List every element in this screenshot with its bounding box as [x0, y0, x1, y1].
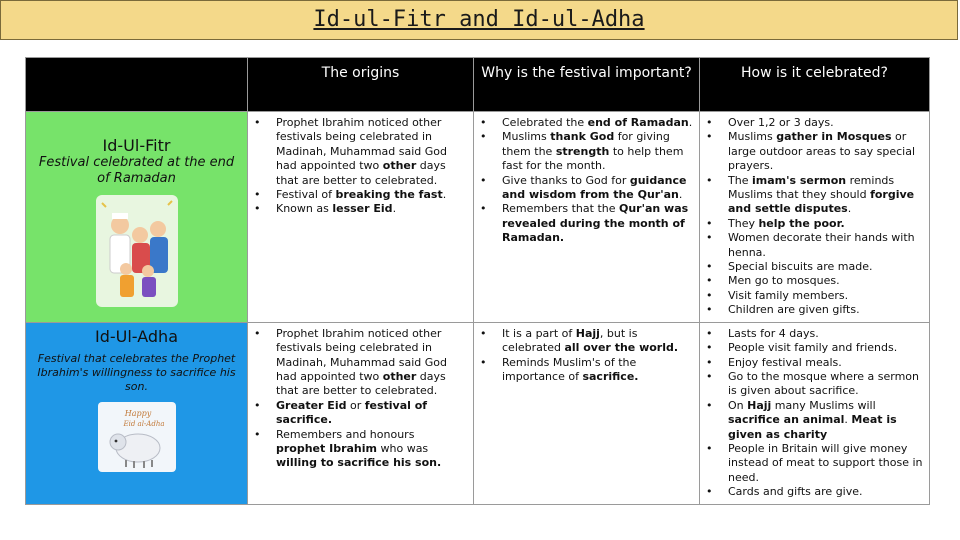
how-bullet-item	[728, 370, 923, 399]
origins-bullet-item	[276, 202, 467, 216]
how-bullet-item	[728, 485, 923, 499]
text-segment: or	[346, 398, 365, 412]
header-origins: The origins	[248, 58, 474, 112]
header-empty	[26, 58, 248, 112]
origins-bullet-item	[276, 188, 467, 202]
how-bullet-item	[728, 289, 923, 303]
bold-text: lesser Eid	[332, 202, 393, 216]
text-segment: Muslims	[502, 130, 551, 144]
text-segment: who was	[377, 441, 429, 455]
why-bullet-item	[502, 356, 693, 385]
text-segment: The	[728, 173, 752, 187]
header-row	[26, 58, 930, 112]
bold-text: thank God	[550, 130, 615, 144]
bold-text: Hajj	[575, 326, 600, 340]
bold-text: Qur'an was revealed during the month of Ramadan.	[502, 202, 689, 245]
text-segment: to help them fast for the month.	[502, 144, 684, 173]
header-why: Why is the festival important?	[474, 58, 700, 112]
how-bullet-item	[728, 116, 923, 130]
row-fitr	[26, 112, 930, 323]
text-segment: Visit family members.	[728, 288, 849, 302]
bold-text: sacrifice an animal	[728, 413, 845, 427]
text-segment: many Muslims will	[771, 398, 876, 412]
why-cell-fitr	[474, 112, 700, 323]
row-adha	[26, 322, 930, 504]
bold-text: help the poor.	[758, 216, 845, 230]
text-segment: People visit family and friends.	[728, 341, 898, 355]
how-cell-adha	[700, 322, 930, 504]
text-segment: Men go to mosques.	[728, 274, 840, 288]
text-segment: , but is celebrated	[502, 326, 638, 355]
text-segment: or large outdoor areas to say special prayers.	[728, 130, 916, 173]
bold-text: Greater Eid	[276, 398, 347, 412]
how-bullet-item	[728, 442, 923, 485]
how-bullet-item	[728, 231, 923, 260]
why-bullet-item	[502, 116, 693, 130]
text-segment: Reminds Muslim's of the importance of	[502, 355, 637, 383]
sheep-greeting-card	[98, 402, 176, 472]
why-bullet-item	[502, 174, 693, 203]
bold-text: gather in Mosques	[776, 130, 892, 144]
bold-text: breaking the fast	[335, 188, 443, 202]
text-segment: .	[678, 188, 683, 202]
text-segment: Special biscuits are made.	[728, 260, 873, 274]
text-segment: Festival of	[276, 188, 336, 202]
how-bullet-item	[728, 303, 923, 317]
bold-text: sacrifice.	[582, 369, 639, 383]
how-bullet-item	[728, 274, 923, 288]
text-segment: Children are given gifts.	[728, 303, 860, 317]
page-title: Id-ul-Fitr and Id-ul-Adha	[313, 7, 645, 32]
text-segment: On	[728, 398, 748, 412]
text-segment: Over 1,2 or 3 days.	[728, 116, 834, 129]
text-segment: Enjoy festival meals.	[728, 355, 842, 369]
why-bullet-item	[502, 202, 693, 245]
how-bullet-item	[728, 130, 923, 173]
bold-text: other	[382, 159, 417, 173]
text-segment: Prophet Ibrahim noticed other festivals being celebrated in Madinah, Muhammad said God had appointed two	[276, 116, 448, 173]
svg-text:Happy: Happy	[124, 408, 151, 418]
origins-cell-adha	[248, 322, 474, 504]
text-segment: Cards and gifts are give.	[728, 485, 863, 499]
text-segment: Remembers that the	[502, 202, 619, 216]
origins-bullet-item	[276, 327, 467, 399]
text-segment: .	[392, 202, 397, 216]
text-segment: They	[728, 216, 759, 230]
how-bullet-item	[728, 356, 923, 370]
how-cell-fitr	[700, 112, 930, 323]
header-how: How is it celebrated?	[700, 58, 930, 112]
festival-subtitle: Festival celebrated at the end of Ramadan	[38, 155, 235, 186]
why-bullet-item	[502, 327, 693, 356]
text-segment: .	[847, 202, 852, 216]
bold-text: guidance and wisdom from the Qur'an	[502, 173, 687, 202]
text-segment: Known as	[276, 202, 333, 216]
bold-text: imam's sermon	[751, 173, 847, 187]
festival-cell-fitr	[26, 112, 248, 323]
festival-subtitle: Festival that celebrates the Prophet Ibrahim's willingness to sacrifice his son.	[37, 351, 236, 393]
bold-text: other	[382, 369, 417, 383]
how-bullet-item	[728, 260, 923, 274]
how-bullet-item	[728, 341, 923, 355]
text-segment: Prophet Ibrahim noticed other festivals being celebrated in Madinah, Muhammad said God had appointed two	[276, 326, 448, 383]
text-segment: Muslims	[728, 130, 777, 144]
title-bar	[0, 0, 958, 40]
text-segment: for giving them the	[502, 130, 670, 158]
text-segment: It is a part of	[502, 326, 576, 340]
how-bullet-item	[728, 327, 923, 341]
text-segment: .	[442, 188, 447, 202]
festival-table	[25, 57, 930, 505]
bold-text: festival of sacrifice.	[276, 398, 428, 427]
text-segment: days that are better to celebrated.	[276, 159, 446, 187]
bold-text: end of Ramadan	[587, 116, 689, 129]
text-segment: Go to the mosque where a sermon is given about sacrifice.	[728, 369, 919, 398]
text-segment: reminds Muslims that they should	[728, 173, 895, 202]
why-cell-adha	[474, 322, 700, 504]
festival-cell-adha	[26, 322, 248, 504]
how-bullet-item	[728, 217, 923, 231]
eid-family-illustration	[96, 195, 178, 307]
text-segment: .	[688, 116, 693, 129]
origins-bullet-item	[276, 428, 467, 471]
svg-text:Eid al-Adha: Eid al-Adha	[122, 419, 165, 428]
bold-text: all over the world.	[564, 341, 679, 355]
bold-text: Meat is given as charity	[728, 413, 897, 441]
why-bullet-item	[502, 130, 693, 173]
how-bullet-item	[728, 174, 923, 217]
text-segment: .	[844, 413, 852, 427]
origins-bullet-item	[276, 399, 467, 428]
text-segment: Remembers and honours	[276, 427, 415, 441]
festival-name: Id-Ul-Fitr	[102, 136, 171, 155]
text-segment: days that are better to celebrated.	[276, 369, 446, 398]
bold-text: prophet Ibrahim	[276, 441, 377, 455]
bold-text: willing to sacrifice his son.	[276, 456, 442, 470]
festival-name: Id-Ul-Adha	[95, 326, 178, 346]
bold-text: strength	[555, 144, 610, 158]
text-segment: Lasts for 4 days.	[728, 326, 819, 340]
text-segment: People in Britain will give money instead of meat to support those in need.	[728, 441, 923, 484]
bold-text: forgive and settle disputes	[728, 188, 915, 216]
bold-text: Hajj	[747, 398, 772, 412]
text-segment: Give thanks to God for	[502, 173, 630, 187]
how-bullet-item	[728, 399, 923, 442]
origins-cell-fitr	[248, 112, 474, 323]
text-segment: Women decorate their hands with henna.	[728, 231, 915, 259]
text-segment: Celebrated the	[502, 116, 588, 129]
origins-bullet-item	[276, 116, 467, 188]
